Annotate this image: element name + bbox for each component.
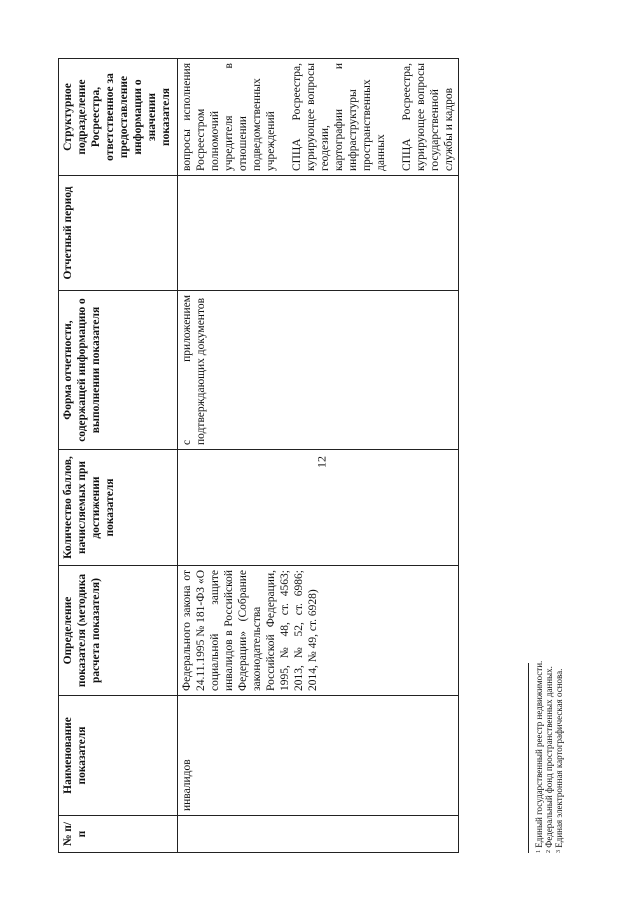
cell-report-form: с приложением подтверждающих документов	[178, 291, 459, 450]
header-period: Отчетный период	[59, 176, 178, 291]
page-number: 12	[314, 456, 329, 468]
indicators-table	[58, 58, 459, 853]
footnote-2: $^2$ Федеральный фонд пространственных данных.	[544, 666, 554, 853]
department-text-2: СПЦА Росреестра, курирующее вопросы геодезии, картографии и инфраструктуры пространственных данных	[291, 63, 387, 171]
footnote-1: $^1$ Единый государственный реестр недвижимости.	[534, 660, 544, 853]
header-definition: Определение показателя (методика расчета показателя)	[59, 566, 178, 696]
header-name: Наименование показателя	[59, 696, 178, 816]
cell-definition: Федерального закона от 24.11.1995 № 181-ФЗ «О социальной защите инвалидов в Российской Федерации» (Собрание законодательства Российской Федерации, 1995, № 48, ст. 4563; 2013, № 52, ст. 6986; 2014, № 49, ст. 6928)	[178, 566, 459, 696]
header-report-form: Форма отчетности, содержащей информацию о выполнении показателя	[59, 291, 178, 450]
table-header-row	[59, 59, 178, 853]
table-row	[178, 59, 459, 853]
cell-department	[178, 59, 459, 176]
footnote-divider	[528, 663, 529, 853]
department-text-3: СПЦА Росреестра, курирующее вопросы государственной службы и кадров	[401, 63, 455, 171]
department-text-1: вопросы исполнения Росреестром полномочий учредителя в отношении подведомственных учреждений	[181, 63, 277, 171]
footnote-3: $^3$ Единая электронная картографическая основа.	[554, 668, 564, 853]
header-points: Количество баллов, начисляемых при достижении показателя	[59, 450, 178, 566]
header-number: № п/п	[59, 816, 178, 853]
cell-points	[178, 450, 459, 566]
header-department: Структурное подразделение Росреестра, ответственное за предоставление информации о значении показателя	[59, 59, 178, 176]
footnotes	[534, 661, 564, 853]
landscape-page	[58, 59, 564, 853]
cell-name: инвалидов	[178, 696, 459, 816]
cell-period	[178, 176, 459, 291]
cell-number	[178, 816, 459, 853]
